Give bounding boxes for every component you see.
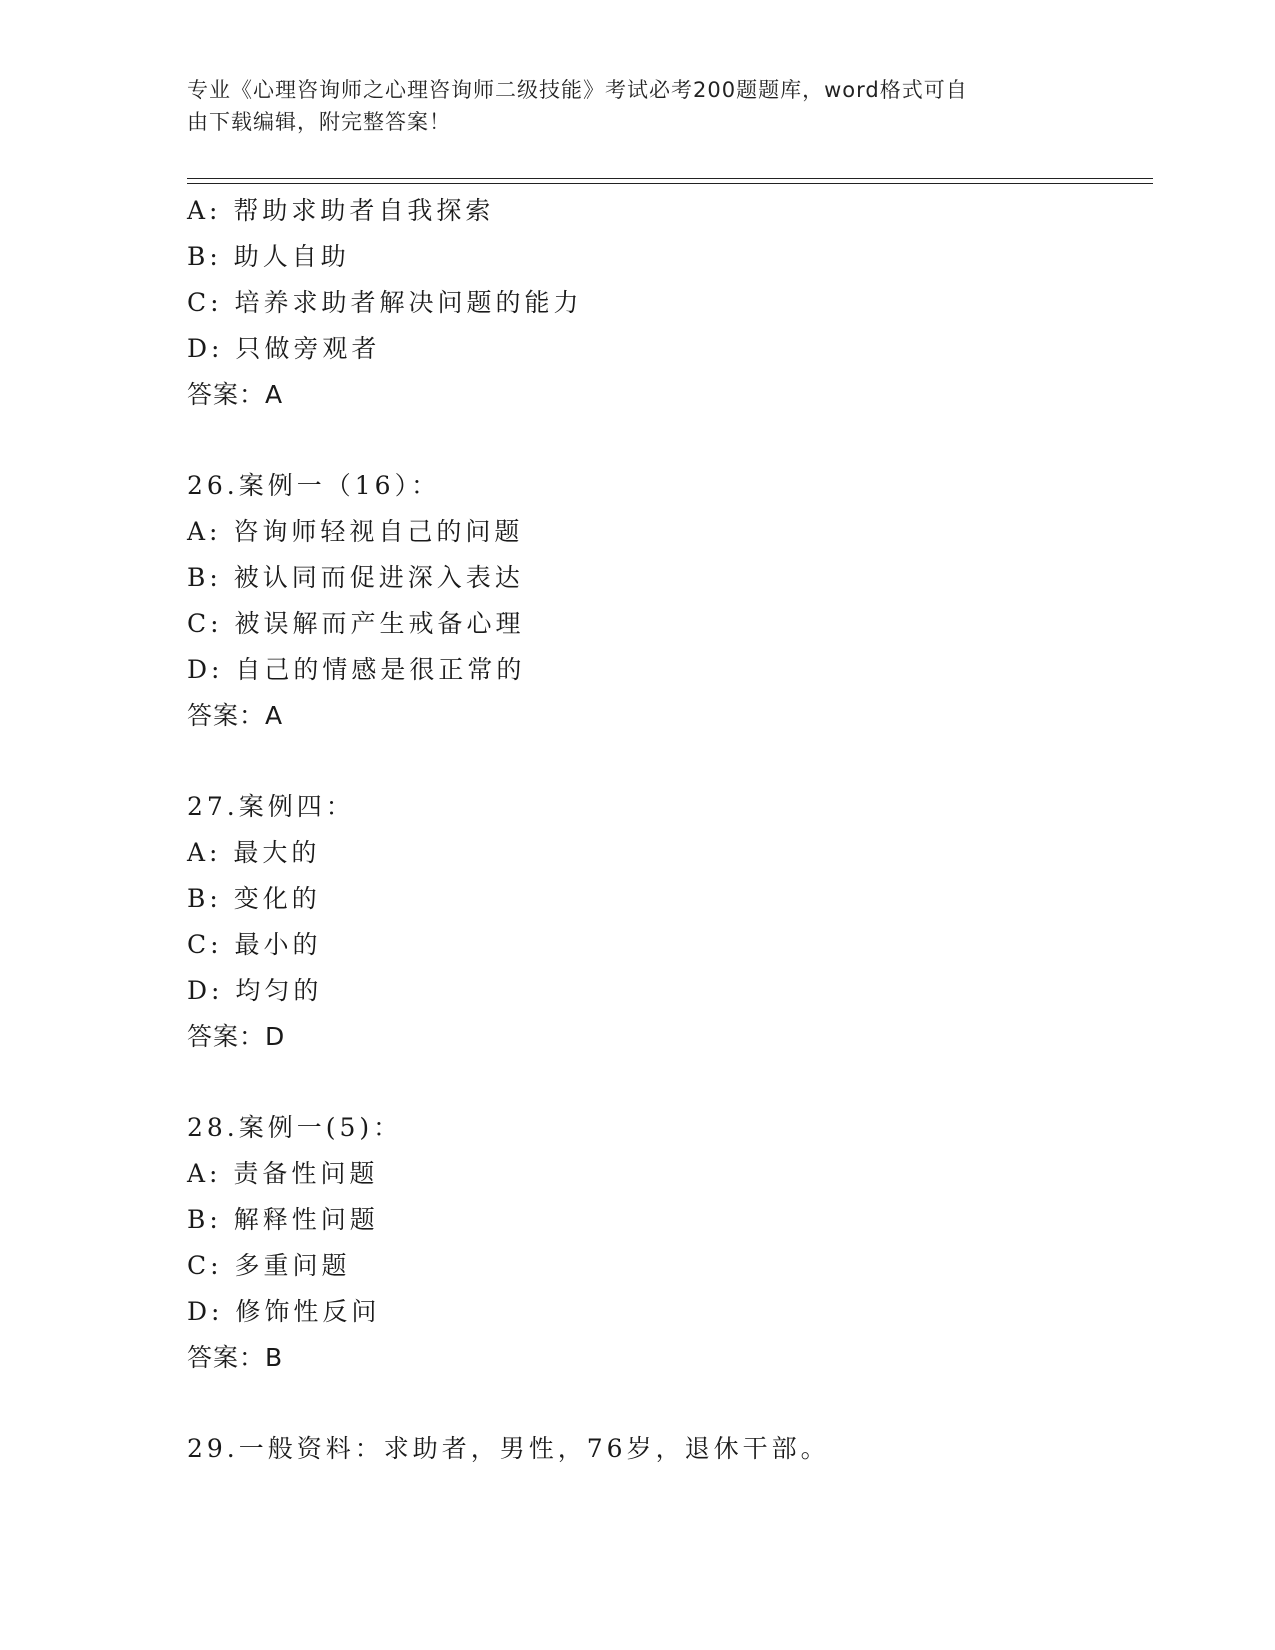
option-c: C: 培养求助者解决问题的能力	[187, 288, 583, 317]
question-stem: 27.案例四：	[187, 792, 355, 821]
option-b: B: 被认同而促进深入表达	[187, 563, 524, 592]
answer: 答案：D	[187, 1022, 286, 1051]
question-29	[187, 1426, 1147, 1472]
answer: 答案：B	[187, 1343, 284, 1372]
option-d: D: 修饰性反问	[187, 1297, 381, 1326]
header-line-1: 专业《心理咨询师之心理咨询师二级技能》考试必考200题题库，word格式可自	[187, 78, 968, 102]
question-stem: 29.一般资料：求助者，男性，76岁，退休干部。	[187, 1434, 830, 1463]
question-list	[187, 188, 1147, 1472]
spacer	[187, 418, 1147, 463]
option-c: C: 多重问题	[187, 1251, 351, 1280]
question-25	[187, 188, 1147, 418]
header-line-2: 由下载编辑，附完整答案！	[187, 110, 451, 134]
option-d: D: 只做旁观者	[187, 334, 381, 363]
question-28	[187, 1105, 1147, 1381]
question-27	[187, 784, 1147, 1060]
option-a: A: 最大的	[187, 838, 321, 867]
option-c: C: 最小的	[187, 930, 322, 959]
header-divider-bottom	[187, 183, 1153, 184]
answer: 答案：A	[187, 380, 284, 409]
option-a: A: 咨询师轻视自己的问题	[187, 517, 524, 546]
option-b: B: 变化的	[187, 884, 321, 913]
option-a: A: 帮助求助者自我探索	[187, 196, 495, 225]
option-b: B: 解释性问题	[187, 1205, 379, 1234]
option-a: A: 责备性问题	[187, 1159, 379, 1188]
spacer	[187, 1381, 1147, 1426]
header-divider-top	[187, 178, 1153, 179]
option-d: D: 均匀的	[187, 976, 323, 1005]
option-c: C: 被误解而产生戒备心理	[187, 609, 525, 638]
question-stem: 26.案例一（16）：	[187, 471, 441, 500]
question-stem: 28.案例一(5)：	[187, 1113, 403, 1142]
spacer	[187, 739, 1147, 784]
spacer	[187, 1060, 1147, 1105]
option-d: D: 自己的情感是很正常的	[187, 655, 526, 684]
document-header	[187, 74, 1067, 138]
option-b: B: 助人自助	[187, 242, 350, 271]
answer: 答案：A	[187, 701, 284, 730]
question-26	[187, 463, 1147, 739]
